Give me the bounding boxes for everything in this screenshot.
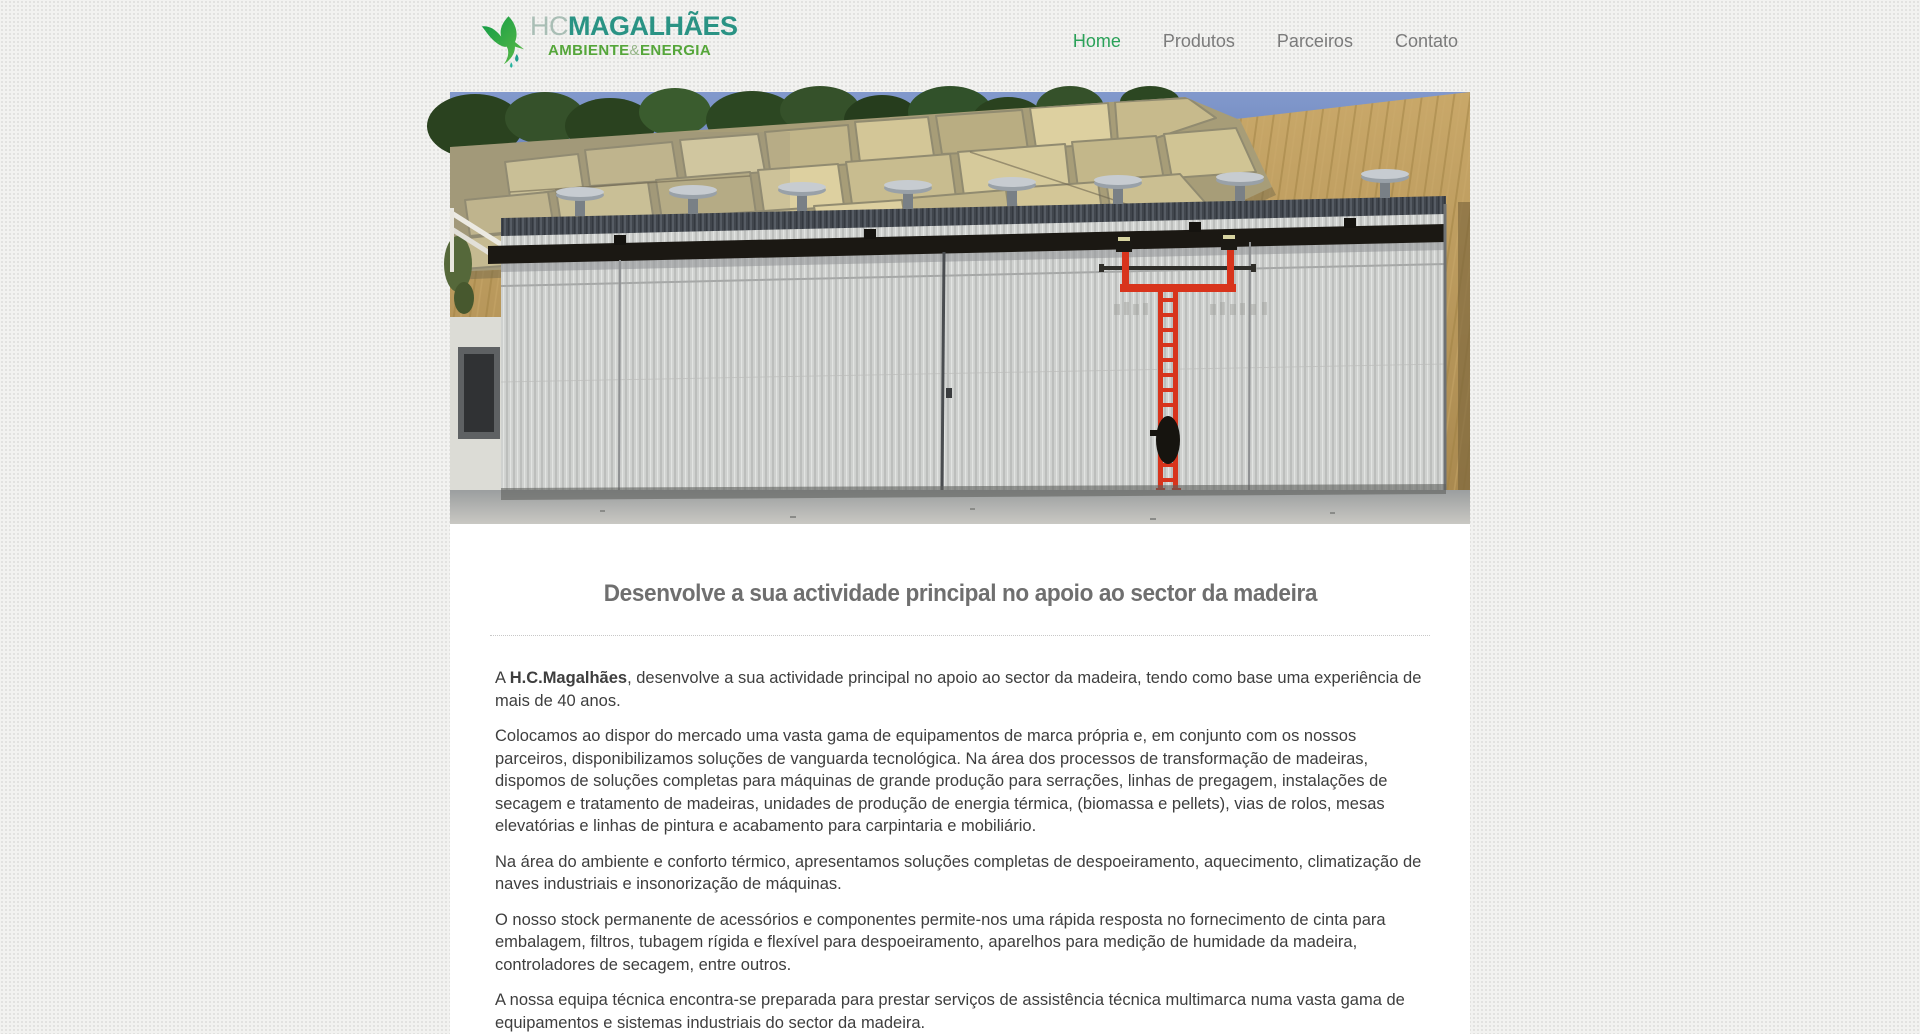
brand-name: MAGALHÃES (568, 11, 738, 41)
paragraph: Na área do ambiente e conforto térmico, apresentamos soluções completas de despoeiramento, aquecimento, climatização de naves industriais e insonorização de máquinas. (495, 852, 1422, 893)
page-title: Desenvolve a sua actividade principal no apoio ao sector da madeira (603, 580, 1317, 607)
site-header (450, 0, 1470, 92)
content-card (450, 92, 1470, 1034)
nav-item-parceiros[interactable]: Parceiros (1276, 30, 1353, 51)
concrete-ground (450, 484, 1470, 524)
nav-item-produtos[interactable]: Produtos (1162, 30, 1235, 51)
nav-item-contato[interactable]: Contato (1394, 30, 1458, 51)
brand-logo-text (530, 13, 738, 58)
company-name: H.C.Magalhães (509, 669, 628, 687)
right-slope-shadow (1458, 202, 1470, 494)
article (450, 580, 1470, 1034)
hero-photo (450, 92, 1470, 524)
paragraph: A nossa equipa técnica encontra-se preparada para prestar serviços de assistência técnica multimarca numa vasta gama de equipamentos e sistemas industriais do sector da madeira. (495, 991, 1405, 1032)
brand-tagline: AMBIENTE&ENERGIA (548, 42, 712, 59)
nav-item-home[interactable]: Home (1072, 30, 1121, 51)
paragraph: Colocamos ao dispor do mercado uma vasta gama de equipamentos de marca própria e, em conjunto com os nossos parceiros, disponibilizamos soluções de vanguarda tecnológica. Na área dos processos de transformação de madeiras, dispomos de soluções completas para máquinas de grande produção para serrações, linhas de pregagem, instalações de secagem e tratamento de madeiras, unidades de produção de energia térmica, (biomassa e pellets), vias de rolos, mesas elevatórias e linhas de pintura e acabamento para carpintaria e mobiliário. (495, 727, 1388, 835)
brand-logo[interactable] (480, 13, 738, 69)
hummingbird-logo-icon (480, 15, 526, 69)
divider (490, 635, 1430, 636)
main-nav (1073, 31, 1458, 52)
paragraph-intro: A H.C.Magalhães, desenvolve a sua actividade principal no apoio ao sector da madeira, tendo como base uma experiência de mais de 40 anos. (495, 669, 1422, 710)
paragraph: O nosso stock permanente de acessórios e componentes permite-nos uma rápida resposta no fornecimento de cinta para embalagem, filtros, tubagem rígida e flexível para despoeiramento, aparelhos para medição de humidade da madeira, controladores de secagem, entre outros. (495, 910, 1386, 974)
warehouse-building (450, 169, 1446, 502)
brand-hc: HC (530, 11, 568, 41)
